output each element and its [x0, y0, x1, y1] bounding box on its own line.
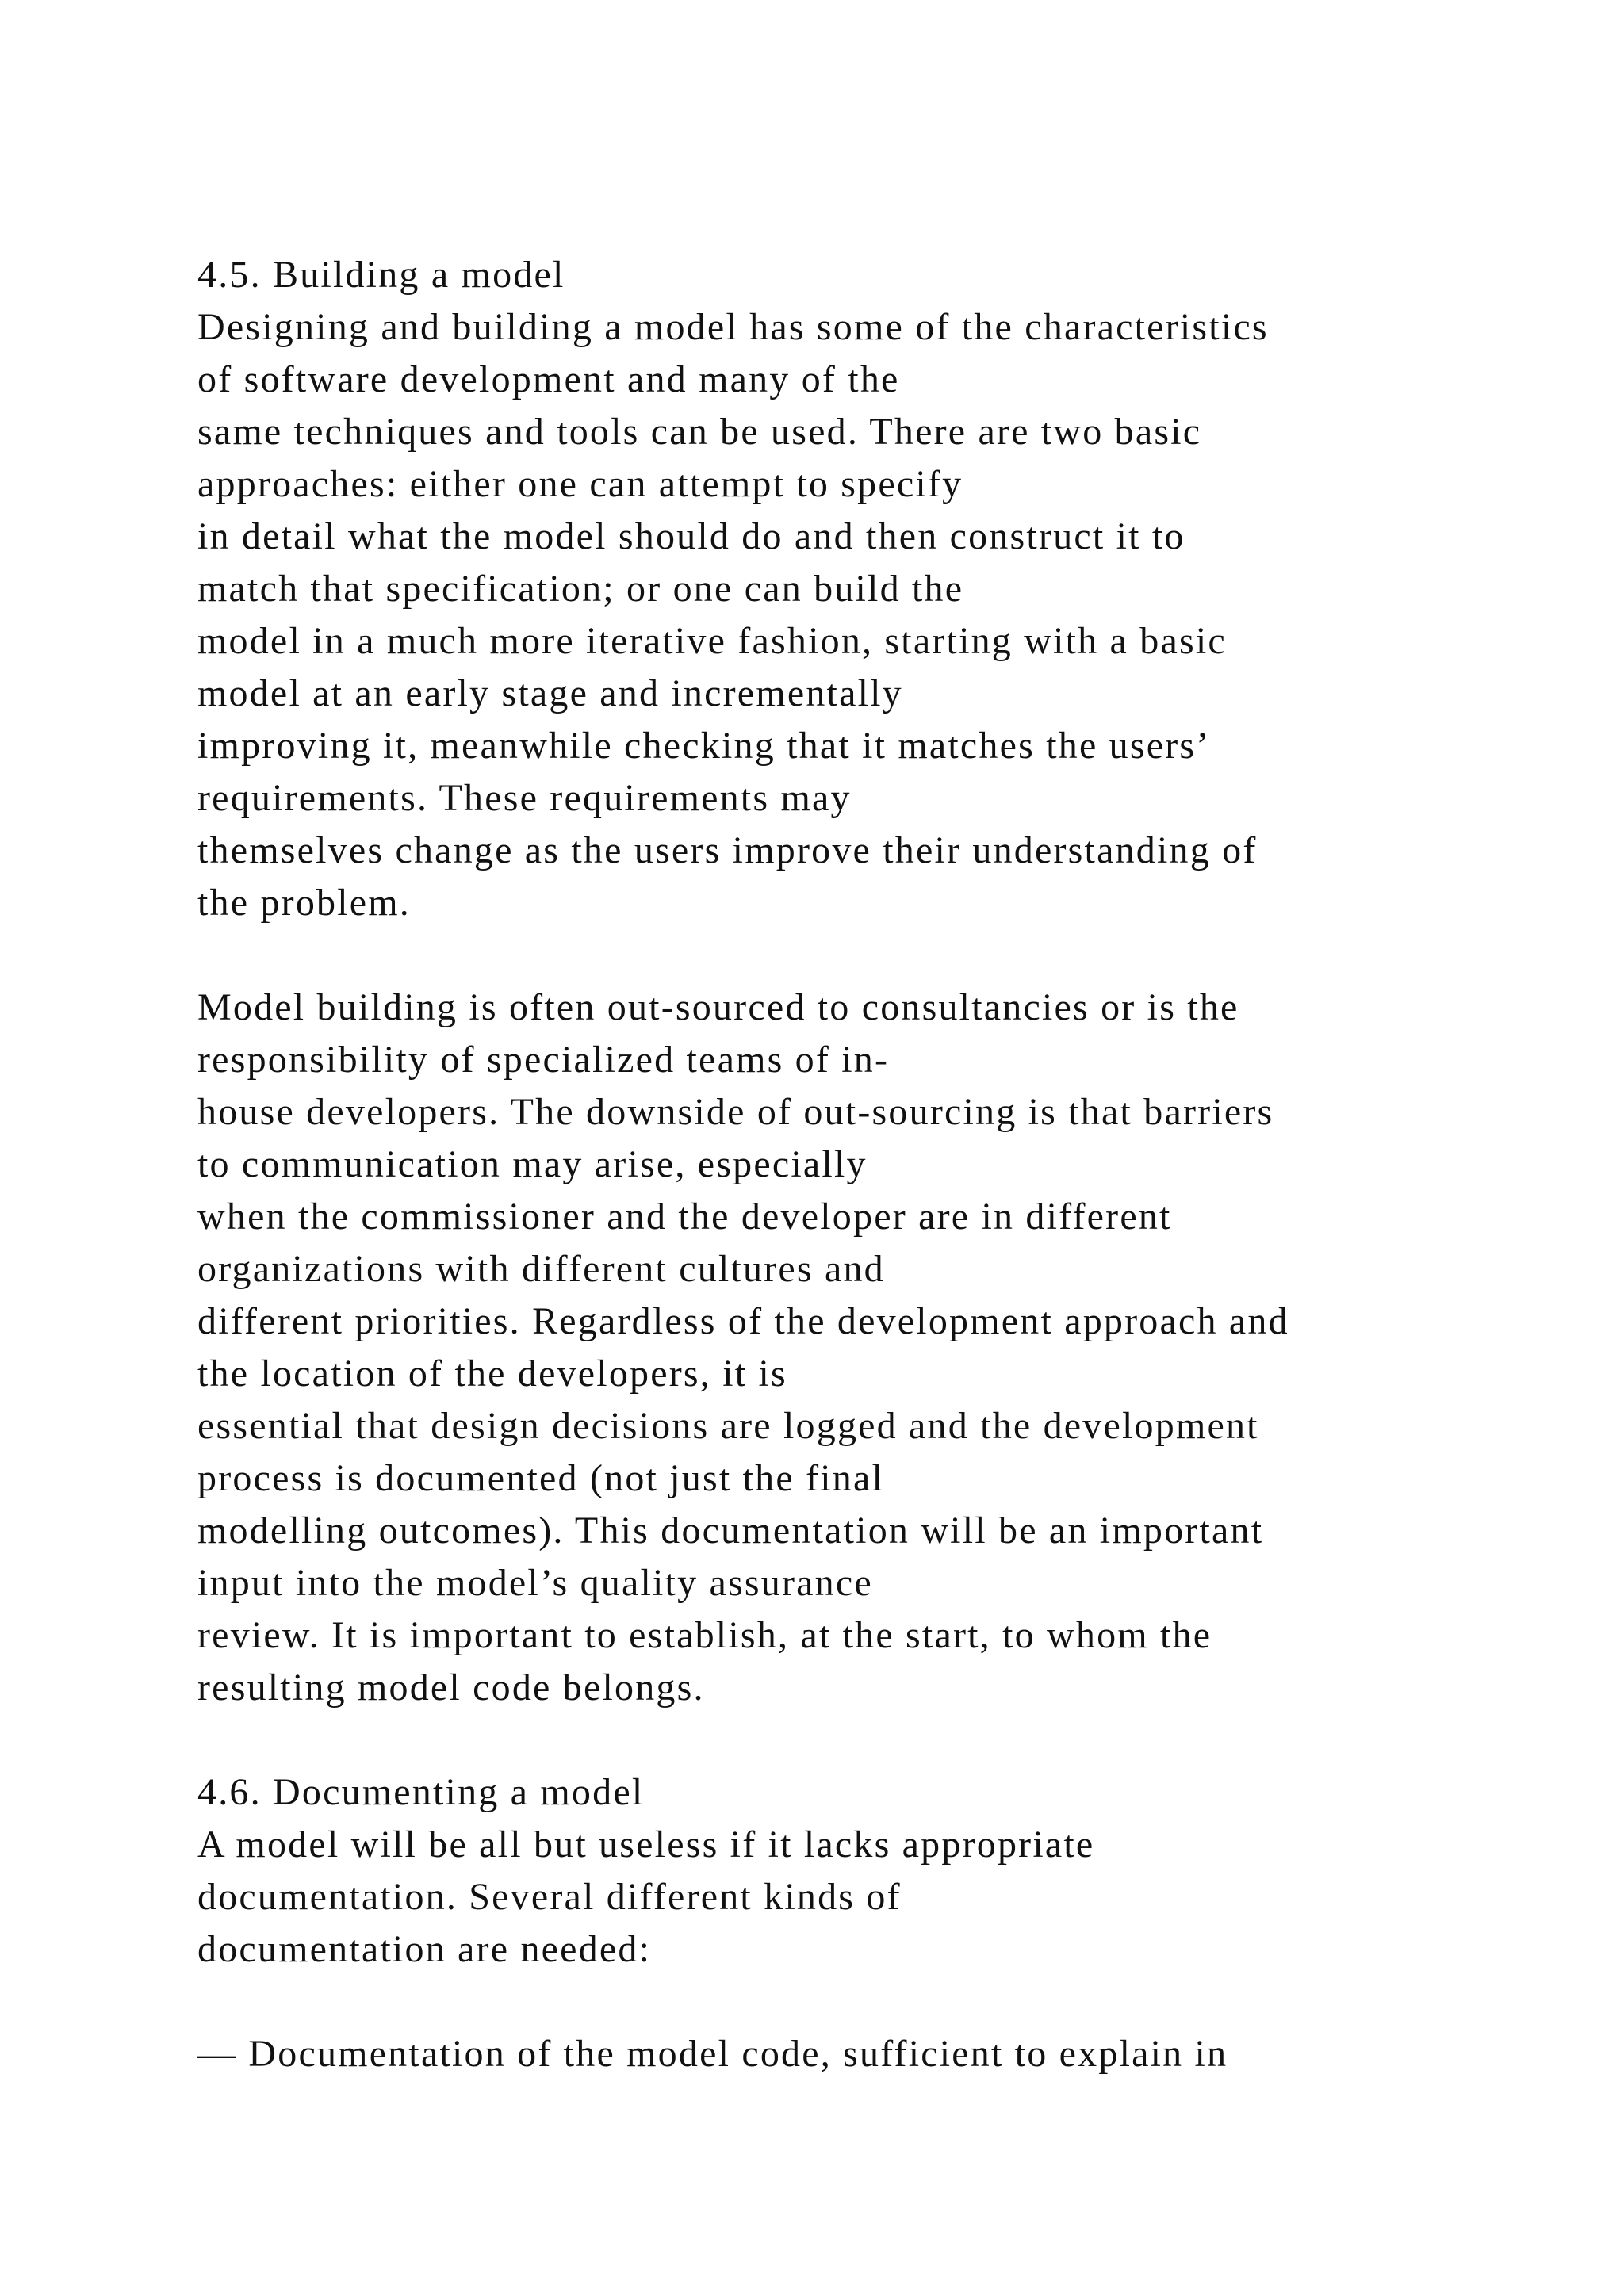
- paragraph-line: process is documented (not just the final: [197, 1457, 885, 1499]
- paragraph-line: review. It is important to establish, at the start, to whom the: [197, 1614, 1212, 1656]
- paragraph-spacer: [197, 1976, 1561, 2028]
- paragraph-line: approaches: either one can attempt to specify: [197, 463, 963, 505]
- paragraph-line: resulting model code belongs.: [197, 1667, 705, 1709]
- paragraph-line: documentation. Several different kinds of: [197, 1876, 902, 1918]
- paragraph-line: input into the model’s quality assurance: [197, 1562, 873, 1604]
- paragraph-line: documentation are needed:: [197, 1928, 652, 1970]
- paragraph-line: in detail what the model should do and then construct it to: [197, 515, 1185, 557]
- paragraph-line: A model will be all but useless if it lacks appropriate: [197, 1823, 1095, 1866]
- paragraph-line: match that specification; or one can build the: [197, 568, 964, 610]
- paragraph-line: house developers. The downside of out-sourcing is that barriers: [197, 1091, 1274, 1133]
- paragraph-line: responsibility of specialized teams of in-: [197, 1039, 890, 1081]
- paragraph-line: model in a much more iterative fashion, starting with a basic: [197, 620, 1227, 662]
- section-heading-4-6: 4.6. Documenting a model: [197, 1771, 645, 1813]
- paragraph-line: Designing and building a model has some of the characteristics: [197, 306, 1269, 348]
- paragraph-line: requirements. These requirements may: [197, 777, 852, 819]
- document-body: [197, 249, 1561, 2080]
- paragraph-line: improving it, meanwhile checking that it matches the users’: [197, 725, 1211, 767]
- paragraph-line: of software development and many of the: [197, 358, 900, 400]
- section-heading-4-5: 4.5. Building a model: [197, 254, 565, 296]
- paragraph-line: when the commissioner and the developer are in different: [197, 1196, 1172, 1238]
- paragraph-line: organizations with different cultures and: [197, 1248, 885, 1290]
- paragraph-spacer: [197, 929, 1561, 982]
- paragraph-line: different priorities. Regardless of the development approach and: [197, 1300, 1289, 1342]
- paragraph-spacer: [197, 1714, 1561, 1766]
- paragraph-line: the location of the developers, it is: [197, 1353, 787, 1395]
- paragraph-line: essential that design decisions are logged and the development: [197, 1405, 1259, 1447]
- paragraph-line: to communication may arise, especially: [197, 1143, 868, 1185]
- paragraph-line: Model building is often out-sourced to consultancies or is the: [197, 986, 1239, 1028]
- list-item: — Documentation of the model code, sufficient to explain in: [197, 2033, 1228, 2075]
- paragraph-line: same techniques and tools can be used. There are two basic: [197, 411, 1202, 453]
- paragraph-line: modelling outcomes). This documentation will be an important: [197, 1510, 1264, 1552]
- paragraph-line: themselves change as the users improve their understanding of: [197, 829, 1258, 871]
- paragraph-line: model at an early stage and incrementally: [197, 672, 903, 714]
- paragraph-line: the problem.: [197, 882, 412, 924]
